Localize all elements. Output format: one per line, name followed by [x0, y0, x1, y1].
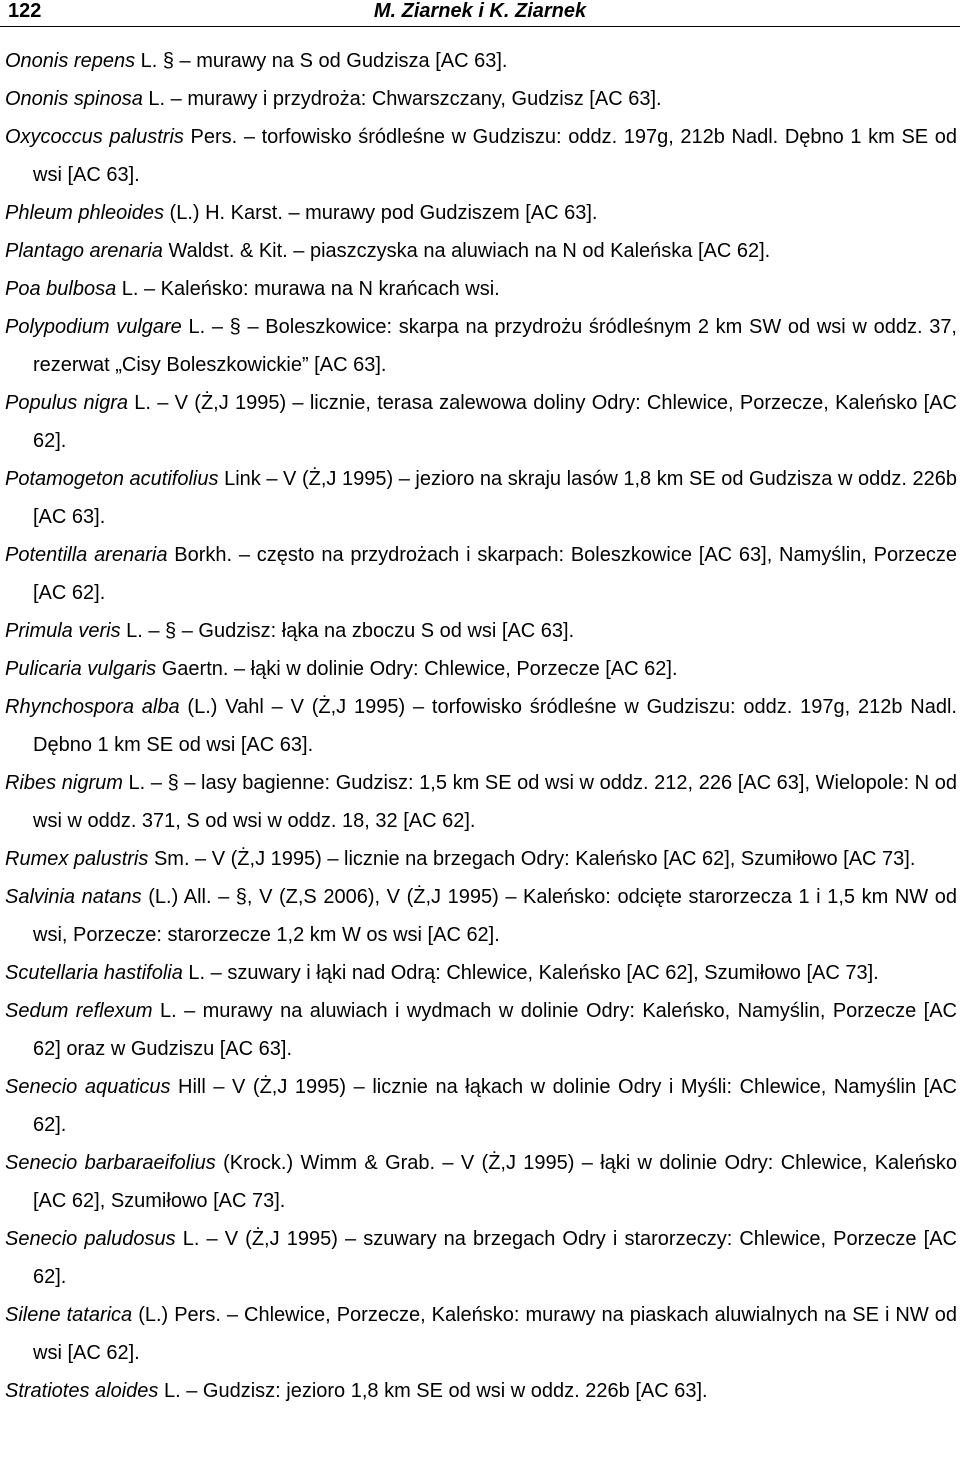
- entry-text: (L.) All. – §, V (Z,S 2006), V (Ż,J 1995) – Kaleńsko: odcięte starorzecza 1 i 1,5 km NW od wsi, Porzecze: starorzecze 1,2 km W os wsi [AC 62].: [33, 886, 957, 946]
- entry-text: (L.) H. Karst. – murawy pod Gudziszem [AC 63].: [164, 202, 598, 224]
- entry-text: L. – V (Ż,J 1995) – licznie, terasa zalewowa doliny Odry: Chlewice, Porzecze, Kaleńsko [AC 62].: [33, 392, 957, 452]
- species-entry: [5, 232, 957, 270]
- species-name: Rhynchospora alba: [5, 696, 180, 718]
- entry-text: (Krock.) Wimm & Grab. – V (Ż,J 1995) – łąki w dolinie Odry: Chlewice, Kaleńsko [AC 62], Szumiłowo [AC 73].: [33, 1152, 957, 1212]
- species-entry: [5, 688, 957, 764]
- species-entry: [5, 1372, 957, 1410]
- entry-text: Gaertn. – łąki w dolinie Odry: Chlewice, Porzecze [AC 62].: [156, 658, 678, 680]
- species-name: Ononis repens: [5, 50, 136, 72]
- species-entry: [5, 1068, 957, 1144]
- species-entry: [5, 1144, 957, 1220]
- entry-text: L. – murawy na aluwiach i wydmach w dolinie Odry: Kaleńsko, Namyślin, Porzecze [AC 62] oraz w Gudziszu [AC 63].: [33, 1000, 957, 1060]
- page-header: [0, 0, 960, 27]
- running-title: M. Ziarnek i K. Ziarnek: [373, 0, 587, 22]
- species-entry: [5, 878, 957, 954]
- entry-text: Hill – V (Ż,J 1995) – licznie na łąkach w dolinie Odry i Myśli: Chlewice, Namyślin [AC 62].: [33, 1076, 957, 1136]
- entry-text: L. – szuwary i łąki nad Odrą: Chlewice, Kaleńsko [AC 62], Szumiłowo [AC 73].: [182, 962, 879, 984]
- species-name: Sedum reflexum: [5, 1000, 153, 1022]
- species-entry: [5, 650, 957, 688]
- species-name: Ononis spinosa: [5, 88, 143, 110]
- species-entry: [5, 42, 957, 80]
- species-entry: [5, 764, 957, 840]
- species-name: Oxycoccus palustris: [5, 126, 184, 148]
- species-name: Populus nigra: [5, 392, 129, 414]
- species-name: Plantago arenaria: [5, 240, 163, 262]
- species-name: Potentilla arenaria: [5, 544, 168, 566]
- entry-text: L. – Gudzisz: jezioro 1,8 km SE od wsi w oddz. 226b [AC 63].: [158, 1380, 708, 1402]
- entry-text: L. – § – Gudzisz: łąka na zboczu S od wsi [AC 63].: [120, 620, 575, 642]
- species-name: Poa bulbosa: [5, 278, 117, 300]
- species-name: Senecio aquaticus: [5, 1076, 171, 1098]
- entry-text: Pers. – torfowisko śródleśne w Gudziszu: oddz. 197g, 212b Nadl. Dębno 1 km SE od wsi [AC 63].: [33, 126, 957, 186]
- species-name: Primula veris: [5, 620, 121, 642]
- species-name: Senecio paludosus: [5, 1228, 176, 1250]
- species-name: Silene tatarica: [5, 1304, 133, 1326]
- species-entry: [5, 194, 957, 232]
- entry-text: L. – § – lasy bagienne: Gudzisz: 1,5 km SE od wsi w oddz. 212, 226 [AC 63], Wielopole: N od wsi w oddz. 371, S od wsi w oddz. 18, 32 [AC 62].: [33, 772, 957, 832]
- entry-text: Waldst. & Kit. – piaszczyska na aluwiach na N od Kaleńska [AC 62].: [162, 240, 771, 262]
- species-entry: [5, 1220, 957, 1296]
- species-entry: [5, 840, 957, 878]
- entry-text: Link – V (Ż,J 1995) – jezioro na skraju lasów 1,8 km SE od Gudzisza w oddz. 226b [AC 63].: [33, 468, 957, 528]
- species-name: Polypodium vulgare: [5, 316, 182, 338]
- species-entry: [5, 536, 957, 612]
- entry-text: L. – V (Ż,J 1995) – szuwary na brzegach Odry i starorzeczy: Chlewice, Porzecze [AC 62].: [33, 1228, 957, 1288]
- species-name: Salvinia natans: [5, 886, 142, 908]
- species-entry: [5, 460, 957, 536]
- page-number: 122: [8, 0, 42, 22]
- entry-text: Borkh. – często na przydrożach i skarpach: Boleszkowice [AC 63], Namyślin, Porzecze [AC 62].: [33, 544, 958, 604]
- species-name: Pulicaria vulgaris: [5, 658, 157, 680]
- species-entry: [5, 308, 957, 384]
- species-entry: [5, 118, 957, 194]
- species-name: Phleum phleoides: [5, 202, 164, 224]
- species-entry: [5, 270, 957, 308]
- entry-text: Sm. – V (Ż,J 1995) – licznie na brzegach Odry: Kaleńsko [AC 62], Szumiłowo [AC 73].: [148, 848, 916, 870]
- species-name: Stratiotes aloides: [5, 1380, 159, 1402]
- entry-text: L. – Kaleńsko: murawa na N krańcach wsi.: [116, 278, 500, 300]
- species-name: Scutellaria hastifolia: [5, 962, 183, 984]
- entry-text: L. § – murawy na S od Gudzisza [AC 63].: [135, 50, 508, 72]
- species-name: Ribes nigrum: [5, 772, 123, 794]
- species-list: [5, 42, 957, 1410]
- species-name: Potamogeton acutifolius: [5, 468, 219, 490]
- entry-text: L. – § – Boleszkowice: skarpa na przydrożu śródleśnym 2 km SW od wsi w oddz. 37, rezerwat „Cisy Boleszkowickie” [AC 63].: [33, 316, 957, 376]
- species-name: Rumex palustris: [5, 848, 149, 870]
- species-entry: [5, 992, 957, 1068]
- entry-text: (L.) Pers. – Chlewice, Porzecze, Kaleńsko: murawy na piaskach aluwialnych na SE i NW od wsi [AC 62].: [33, 1304, 957, 1364]
- entry-text: (L.) Vahl – V (Ż,J 1995) – torfowisko śródleśne w Gudziszu: oddz. 197g, 212b Nadl. Dębno 1 km SE od wsi [AC 63].: [33, 696, 957, 756]
- species-entry: [5, 384, 957, 460]
- species-entry: [5, 612, 957, 650]
- species-entry: [5, 80, 957, 118]
- species-entry: [5, 954, 957, 992]
- entry-text: L. – murawy i przydroża: Chwarszczany, Gudzisz [AC 63].: [142, 88, 662, 110]
- species-name: Senecio barbaraeifolius: [5, 1152, 216, 1174]
- species-entry: [5, 1296, 957, 1372]
